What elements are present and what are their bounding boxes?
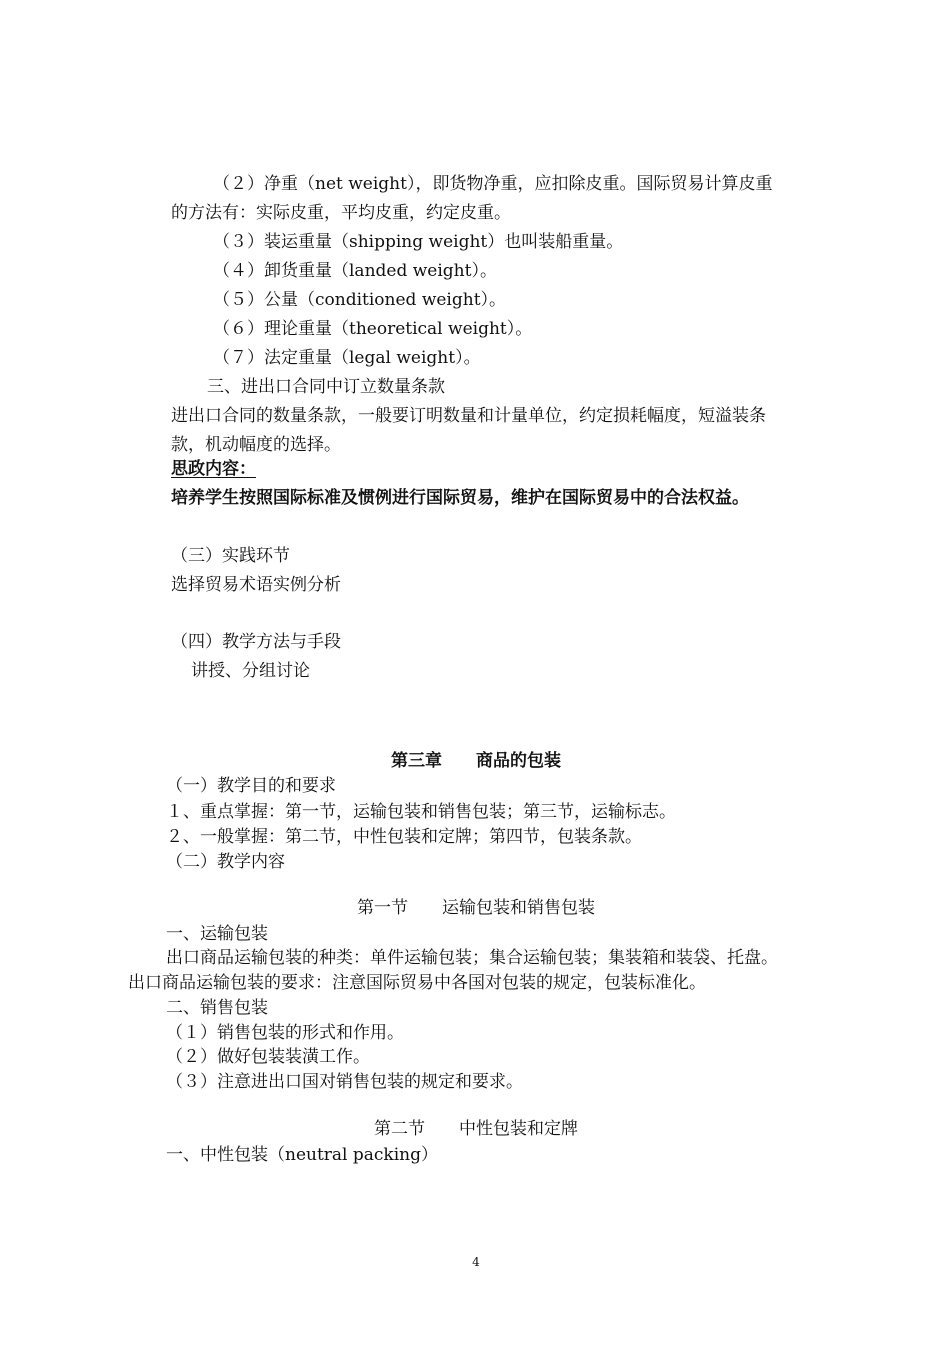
- text-line: （１）销售包装的形式和作用。: [166, 1023, 404, 1043]
- text-line: 出口商品运输包装的种类：单件运输包装；集合运输包装；集装箱和装袋、托盘。: [166, 948, 778, 968]
- section-heading: 一、运输包装: [166, 924, 268, 944]
- text-line: （４）卸货重量（landed weight）。: [213, 261, 497, 281]
- text-line: （３）注意进出口国对销售包装的规定和要求。: [166, 1072, 523, 1092]
- subsection-heading: （三）实践环节: [171, 546, 290, 566]
- text-line: 选择贸易术语实例分析: [171, 575, 341, 595]
- text-line: 款，机动幅度的选择。: [171, 435, 341, 455]
- section-title: 第一节 运输包装和销售包装: [357, 898, 595, 918]
- section-heading: 三、进出口合同中订立数量条款: [207, 377, 445, 397]
- section-heading: 一、中性包装（neutral packing）: [166, 1145, 438, 1165]
- text-line: （５）公量（conditioned weight）。: [213, 290, 507, 310]
- text-line: 出口商品运输包装的要求：注意国际贸易中各国对包装的规定，包装标准化。: [128, 973, 706, 993]
- text-line: （２）做好包装装潢工作。: [166, 1047, 370, 1067]
- section-title: 第二节 中性包装和定牌: [374, 1119, 578, 1139]
- ideology-content: 培养学生按照国际标准及惯例进行国际贸易，维护在国际贸易中的合法权益。: [171, 488, 749, 508]
- text-line: （２）净重（net weight），即货物净重，应扣除皮重。国际贸易计算皮重: [213, 174, 773, 194]
- page-number: 4: [472, 1255, 480, 1269]
- text-line: １、重点掌握：第一节，运输包装和销售包装；第三节，运输标志。: [166, 802, 676, 822]
- subsection-heading: （四）教学方法与手段: [171, 632, 341, 652]
- section-heading: 二、销售包装: [166, 998, 268, 1018]
- subsection-heading: （二）教学内容: [166, 852, 285, 872]
- text-line: （６）理论重量（theoretical weight）。: [213, 319, 533, 339]
- ideology-heading: 思政内容：: [171, 459, 256, 479]
- text-line: （３）装运重量（shipping weight）也叫装船重量。: [213, 232, 624, 252]
- text-line: ２、一般掌握：第二节，中性包装和定牌；第四节，包装条款。: [166, 827, 642, 847]
- text-line: （７）法定重量（legal weight）。: [213, 348, 481, 368]
- text-line: 讲授、分组讨论: [191, 661, 310, 681]
- subsection-heading: （一）教学目的和要求: [166, 776, 336, 796]
- text-line: 的方法有：实际皮重，平均皮重，约定皮重。: [171, 203, 511, 223]
- chapter-title: 第三章 商品的包装: [391, 751, 561, 771]
- text-line: 进出口合同的数量条款，一般要订明数量和计量单位，约定损耗幅度，短溢装条: [171, 406, 766, 426]
